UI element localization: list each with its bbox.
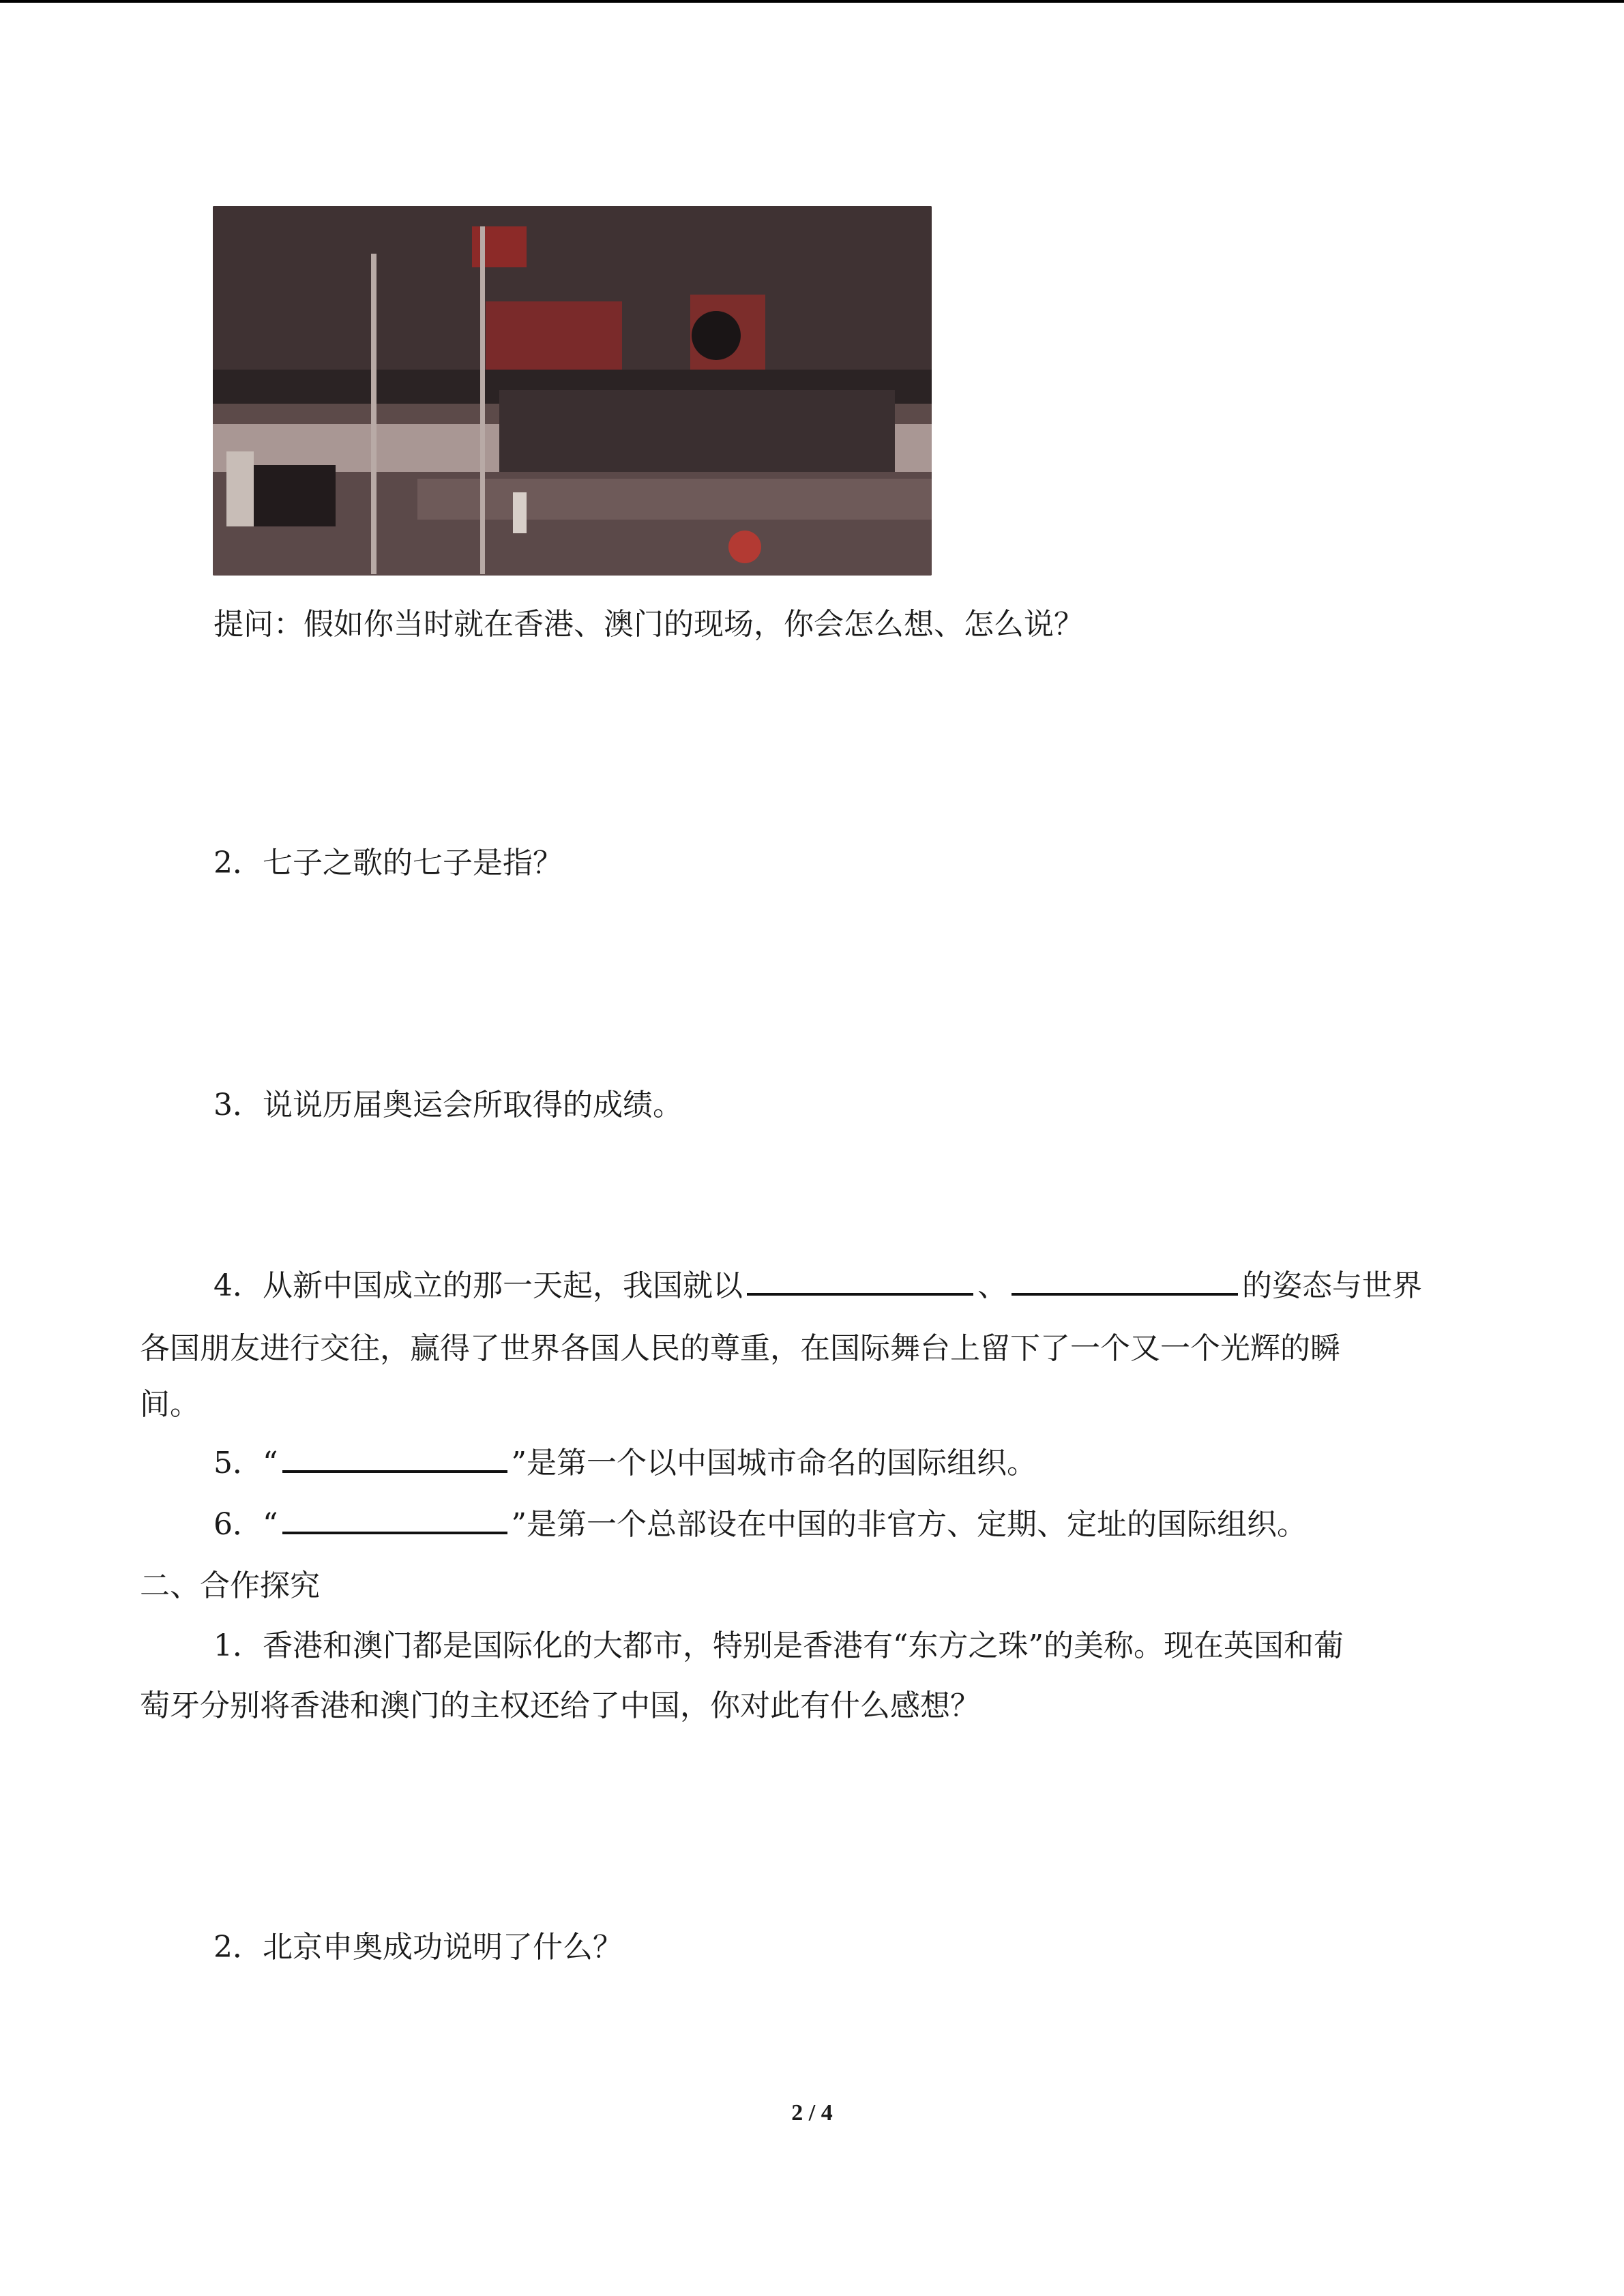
question-4-line-1 xyxy=(140,1255,1483,1317)
coop-question-2: 2．北京申奥成功说明了什么？ xyxy=(213,1930,623,1965)
q6-prefix: 6．“ xyxy=(213,1507,278,1542)
flag-ceremony-photo-icon xyxy=(213,206,932,576)
q6-suffix: ”是第一个总部设在中国的非官方、定期、定址的国际组织。 xyxy=(511,1507,1307,1542)
q4-prefix: 4．从新中国成立的那一天起，我国就以 xyxy=(213,1268,743,1303)
question-4-line-3: 间。 xyxy=(140,1387,200,1422)
q4-blank-1[interactable] xyxy=(747,1263,973,1296)
question-2: 2．七子之歌的七子是指？ xyxy=(213,846,563,880)
ceremony-photo xyxy=(213,206,932,576)
q5-prefix: 5．“ xyxy=(213,1446,278,1480)
question-6 xyxy=(140,1493,1483,1556)
question-5 xyxy=(140,1432,1483,1495)
q4-separator: 、 xyxy=(977,1268,1007,1303)
photo-question: 提问：假如你当时就在香港、澳门的现场，你会怎么想、怎么说？ xyxy=(213,607,1084,642)
q4-blank-2[interactable] xyxy=(1012,1263,1238,1296)
page-top-border xyxy=(0,0,1624,3)
coop-question-1-line-1: 1．香港和澳门都是国际化的大都市，特别是香港有“东方之珠”的美称。现在英国和葡 xyxy=(213,1628,1344,1663)
q6-blank[interactable] xyxy=(282,1502,507,1534)
coop-question-1-line-2: 萄牙分别将香港和澳门的主权还给了中国，你对此有什么感想？ xyxy=(140,1688,980,1723)
question-4-line-2: 各国朋友进行交往，赢得了世界各国人民的尊重，在国际舞台上留下了一个又一个光辉的瞬 xyxy=(140,1331,1340,1366)
q5-blank[interactable] xyxy=(282,1440,507,1473)
q5-suffix: ”是第一个以中国城市命名的国际组织。 xyxy=(511,1446,1037,1480)
page-number: 2 / 4 xyxy=(791,2100,833,2126)
section-heading-cooperation: 二、合作探究 xyxy=(140,1568,320,1603)
q4-suffix: 的姿态与世界 xyxy=(1242,1268,1422,1303)
question-3: 3．说说历届奥运会所取得的成绩。 xyxy=(213,1088,683,1122)
